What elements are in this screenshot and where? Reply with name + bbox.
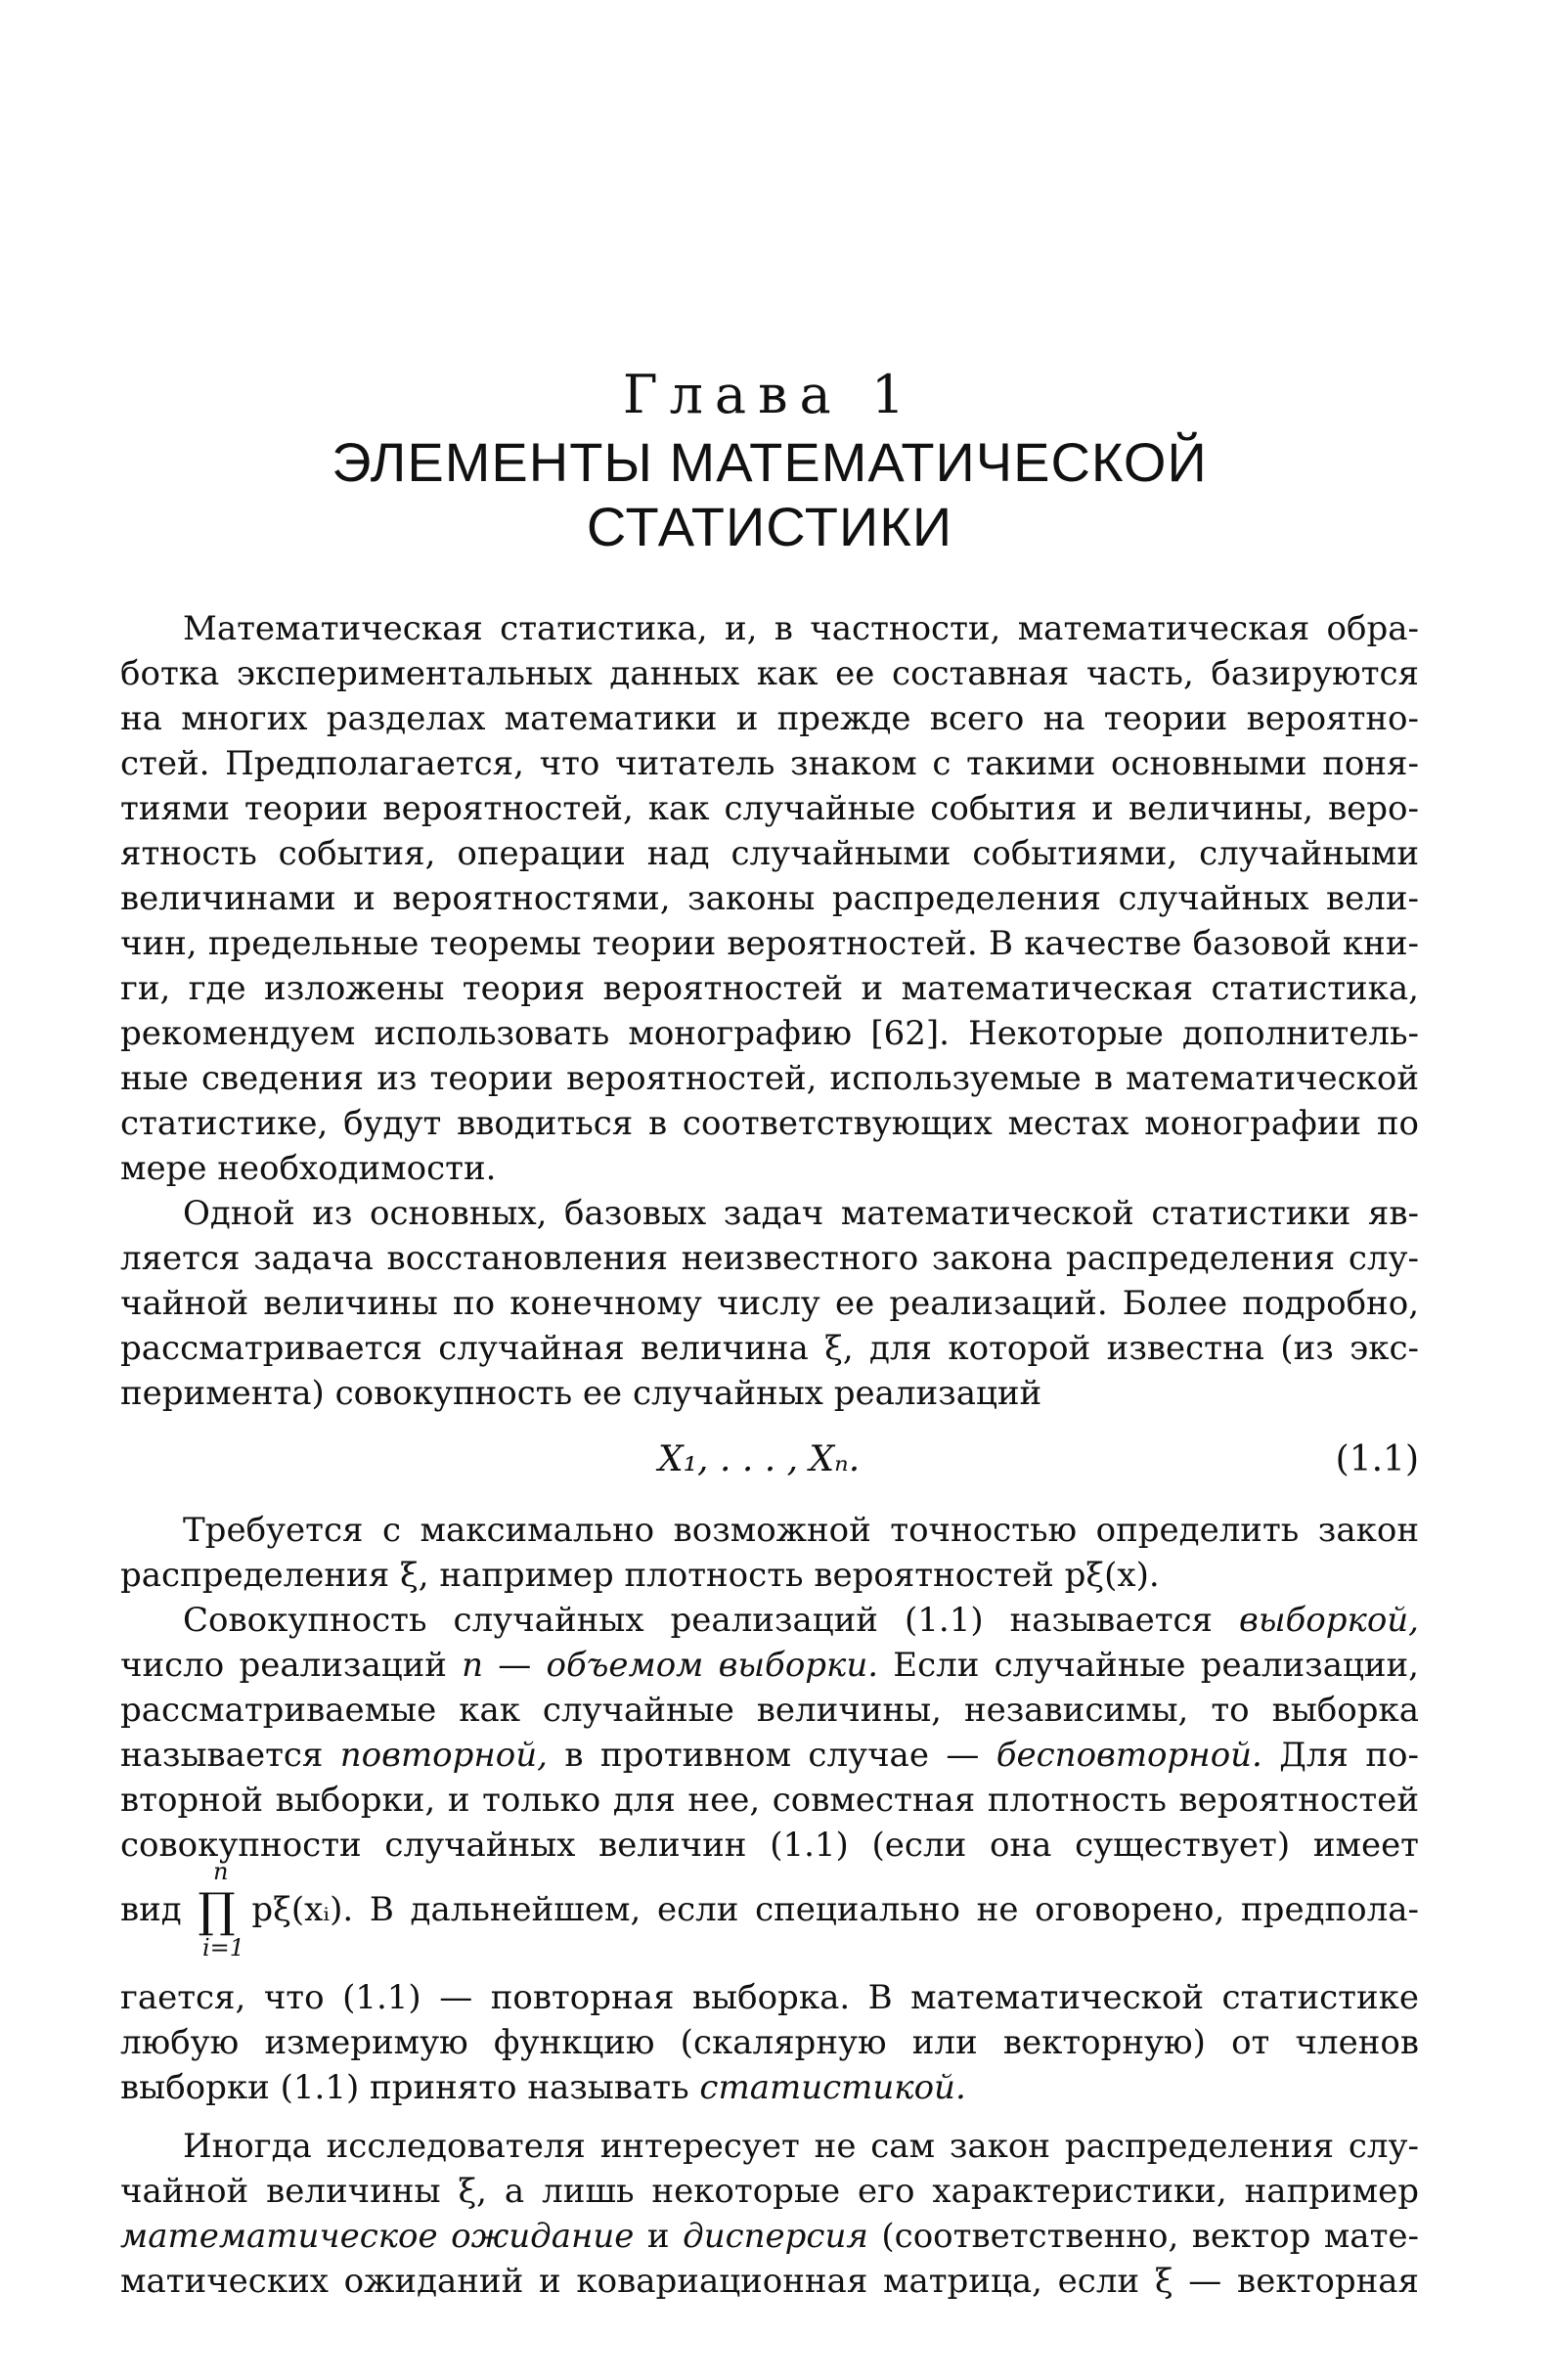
term-sample: выборкой, — [1239, 1601, 1419, 1640]
equation-body: X₁, . . . , Xₙ. — [658, 1439, 861, 1479]
term-variance: дисперсия — [683, 2217, 868, 2256]
p1-line: рекомендуем использовать монографию [62]. Некоторые дополнитель- — [120, 1014, 1419, 1053]
p2-line: Одной из основных, базовых задач математической статистики яв- — [183, 1194, 1419, 1233]
p4-line-5: вторной выборки, и только для нее, совместная плотность вероятностей — [120, 1781, 1419, 1820]
p1-line: ятность события, операции над случайными событиями, случайными — [120, 834, 1419, 873]
p1-line: ги, где изложены теория вероятностей и математическая статистика, — [120, 969, 1419, 1008]
chapter-title-line-2: СТАТИСТИКИ — [586, 496, 953, 557]
p3-line: Требуется с максимально возможной точностью определить закон — [183, 1511, 1419, 1550]
chapter-title-line-1: ЭЛЕМЕНТЫ МАТЕМАТИЧЕСКОЙ — [332, 431, 1208, 493]
text: Если случайные реализации, — [878, 1646, 1419, 1685]
p4-line-6: совокупности случайных величин (1.1) (если она существует) имеет — [120, 1826, 1419, 1865]
p5-line-4: матических ожиданий и ковариационная матрица, если ξ — векторная — [120, 2262, 1419, 2301]
p4-line-8: гается, что (1.1) — повторная выборка. В математической статистике — [120, 1978, 1419, 2017]
p1-line: ные сведения из теории вероятностей, используемые в математической — [120, 1059, 1419, 1098]
equation-number: (1.1) — [1335, 1439, 1419, 1479]
p1-line: статистике, будут вводиться в соответствующих местах монографии по — [120, 1104, 1419, 1143]
text: и — [634, 2217, 684, 2256]
p4-line-2 — [120, 1643, 1419, 1688]
var-n: n — [462, 1646, 484, 1685]
text: Совокупность случайных реализаций (1.1) называется — [183, 1601, 1240, 1640]
p3-line: распределения ξ, например плотность вероятностей pξ(x). — [120, 1556, 1160, 1595]
term-expectation: математическое ожидание — [120, 2217, 635, 2256]
p1-line: Математическая статистика, и, в частности, математическая обра- — [183, 609, 1419, 648]
p1-line: мере необходимости. — [120, 1149, 497, 1188]
product-upper-limit: n — [213, 1858, 229, 1885]
text: — — [483, 1646, 547, 1685]
p1-line: чин, предельные теоремы теории вероятностей. В качестве базовой кни- — [120, 924, 1419, 963]
chapter-label: Глава 1 — [622, 364, 917, 425]
term-sample-size: объемом выборки. — [546, 1646, 879, 1685]
equation-1-1 — [120, 1435, 1419, 1484]
p5-line-3 — [120, 2214, 1419, 2259]
p4-line-1 — [120, 1598, 1419, 1643]
book-page — [120, 0, 1419, 2380]
product-lower-limit: i=1 — [202, 1934, 245, 1961]
p5-line-2: чайной величины ξ, а лишь некоторые его характеристики, например — [120, 2172, 1419, 2211]
p2-line: рассматривается случайная величина ξ, для которой известна (из экс- — [120, 1329, 1419, 1368]
product-symbol: ∏ — [198, 1883, 236, 1938]
p4-line-7 — [120, 1883, 1419, 1938]
p4-line-4 — [120, 1733, 1419, 1778]
p4-line-3: рассматриваемые как случайные величины, независимы, то выборка — [120, 1691, 1419, 1730]
p4-line-10 — [120, 2065, 1419, 2110]
text: pξ(xᵢ). В дальнейшем, если специально не оговорено, предпола- — [235, 1890, 1419, 1929]
text: выборки (1.1) принято называть — [120, 2068, 700, 2107]
p1-line: стей. Предполагается, что читатель знаком с такими основными поня- — [120, 744, 1419, 783]
term-non-repeated: бесповторной. — [996, 1736, 1262, 1775]
text: Для по- — [1261, 1736, 1419, 1775]
text: в противном случае — — [547, 1736, 996, 1775]
term-statistic: статистикой. — [699, 2068, 966, 2107]
p5-line-1: Иногда исследователя интересует не сам закон распределения слу- — [183, 2127, 1419, 2166]
chapter-title — [120, 430, 1419, 559]
term-repeated: повторной, — [339, 1736, 548, 1775]
p4-line-9: любую измеримую функцию (скалярную или векторную) от членов — [120, 2023, 1419, 2062]
text: вид — [120, 1890, 199, 1929]
text: (соответственно, вектор мате- — [867, 2217, 1419, 2256]
text: называется — [120, 1736, 340, 1775]
p2-line: перимента) совокупность ее случайных реализаций — [120, 1374, 1042, 1413]
text: число реализаций — [120, 1646, 463, 1685]
p2-line: ляется задача восстановления неизвестного закона распределения слу- — [120, 1239, 1419, 1278]
p1-line: на многих разделах математики и прежде всего на теории вероятно- — [120, 699, 1419, 738]
p1-line: ботка экспериментальных данных как ее составная часть, базируются — [120, 654, 1419, 693]
p1-line: величинами и вероятностями, законы распределения случайных вели- — [120, 879, 1419, 918]
p2-line: чайной величины по конечному числу ее реализаций. Более подробно, — [120, 1284, 1419, 1323]
p1-line: тиями теории вероятностей, как случайные события и величины, веро- — [120, 789, 1419, 828]
